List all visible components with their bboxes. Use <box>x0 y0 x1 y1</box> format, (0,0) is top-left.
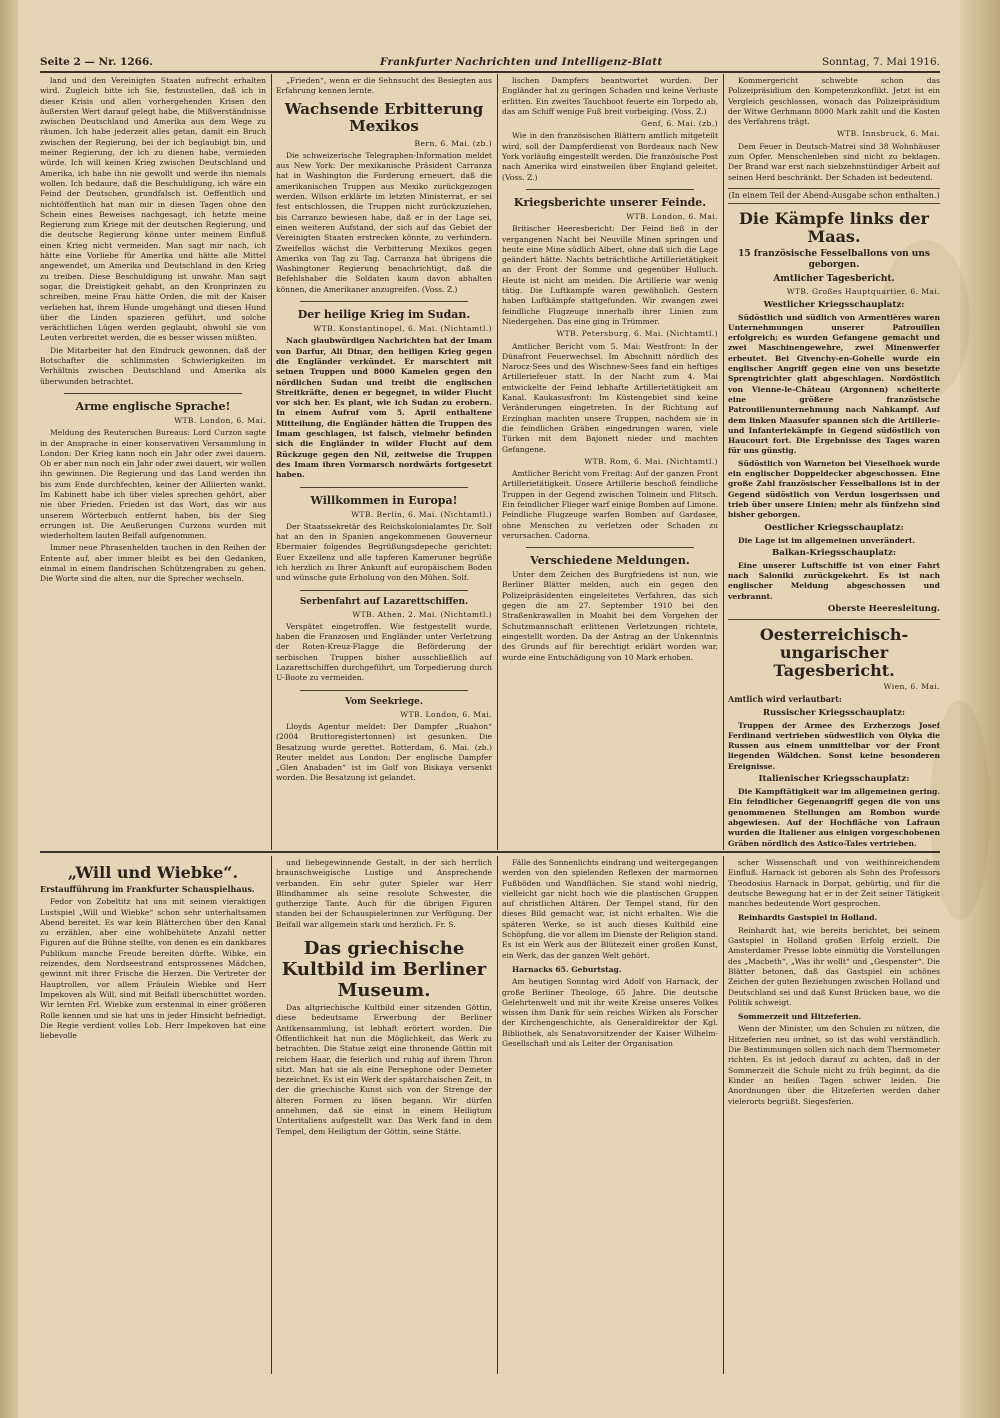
headline-europa: Willkommen in Europa! <box>310 493 458 507</box>
headline-sommerzeit: Sommerzeit und Hitzeferien. <box>738 1012 862 1022</box>
article-text: Der Staatssekretär des Reichskolonialamtes Dr. Solf hat an den in Spanien angekommenen Gouverneur Ebermaier folgendes Begrüßungsdepeche gerichtet: Euer Exzellenz und alle tapferen Kameruner begrüße ich herzlich zu Ihrer Ankunft auf europäischem Boden und wünsche gute Erholung von den Mühen. Solf. <box>276 521 492 583</box>
headline-amtlicher-tagesbericht: Amtlicher Tagesbericht. <box>773 274 895 285</box>
column-rule <box>723 74 724 850</box>
column-rule <box>497 856 498 1374</box>
article-text: Unter dem Zeichen des Burgfriedens ist nun, wie Berliner Blätter melden, auch ein gegen den Polizeipräsidenten eingeleitetes Verfahren, das sich gegen die am 27. September 1910 bei den Straßenkrawallen in Moabit bei dem Vorgehen der Schutzmannschaft erlittenen Verletzungen richtete, eingestellt worden. Da der Antrag an der Unkenntnis des Grunds auf für berechtigt erklärt worden war, wurde eine Entschädigung von 10 Mark erhoben. <box>502 570 718 662</box>
page-edge-left <box>0 0 18 1418</box>
article-text: land und den Vereinigten Staaten aufrecht erhalten wird. Zugleich bitte ich Sie, festzustellen, daß ich in dieser Krisis und allen vorhergehenden Krisen den äußersten Wert darauf gelegt habe, die Mißverständnisse zwischen Deutschland und Amerika aus dem Wege zu räumen. Ich habe jederzeit alles getan, damit ein Bruch zwischen der Regierung, bei der ich beglaubigt bin, und meiner Regierung, der ich zu dienen habe, vermieden würde. Ich will keinen Krieg zwischen Deutschland und Amerika, ich habe ihn nie gewollt und werde ihn niemals wollen. Ich bedaure, daß die Beschuldigung, ich wäre ein Feind der Deutschen, grundfalsch ist. Oeffentlich und nichtöffentlich hat man mir in diesen Tagen ohne den Schein eines Beweises nachgesagt, ich hetzte meine Regierung zum Kriege mit der deutschen Regierung, und die deutsche Regierung könne unter meinem Einfluß einen Krieg nicht vermeiden. Man sagt mir nach, ich hätte eine Vorliebe für Amerika und hätte alle Mittel angewendet, um Amerika und Deutschland in den Krieg zu treiben. Diese Beschuldigung ist unwahr. Man sagt sogar, die Dreistigkeit gehabt, an den Kronprinzen zu schreiben, meine Frau hätte Orden, die mit der Kaiser verliehen hat, ihrem Hunde umgehängt und diesen Hund über die Linden spazieren geführt, und solche verächtlichen Lügen werden geglaubt, obwohl sie von Leuten verbreitet werden, die es besser wissen müßten. <box>40 76 266 343</box>
feuilleton-rule <box>40 851 940 853</box>
headline-reinhardt: Reinhardts Gastspiel in Holland. <box>738 913 878 923</box>
masthead <box>40 54 940 72</box>
article-text: Immer neue Phrasenhelden tauchen in den Reihen der Entente auf, aber immer bleibt es bei den Gedanken, einmal in einem flandrischen Schützengraben zu gehen. Die Worte sind die alten, nur die Sprecher wechseln. <box>40 543 266 584</box>
article-text: Nach glaubwürdigen Nachrichten hat der Imam von Darfur, Ali Dinar, den heiligen Krieg gegen die Engländer verkündet. Er marschiert mit seinen Truppen und 8000 Kamelen gegen den nördlichen Sudan und treibt die englischen Streitkräfte, denen er begegnet, in wilder Flucht vor sich her. Es plant, wie ich Sudan zu erobern. In einem Aufruf vom 5. April enthaltene Mitteilung, die Engländer hätten die Truppen des Imam geschlagen, ist falsch, vielmehr befinden sich die Engländer in wilder Flucht auf dem Rückzuge gegen den Nil, zeitweise die Truppen des Imam ihren Vormarsch nordwärts fortgesetzt haben. <box>276 336 492 480</box>
column-rule <box>497 74 498 850</box>
feuilleton-column-1 <box>40 858 266 1372</box>
article-text: Wenn der Minister, um den Schulen zu nützen, die Hitzeferien neu ordnet, so ist das wohl verständlich. Die Bestimmungen sollen sich nach dem Thermometer richten. Es ist jedoch darauf zu achten, daß in der Sommerzeit die Schule nicht zu früh beginnt, da die Kinder an heißen Tagen schwer leiden. Die Anordnungen über die Hitzeferien werden daher vielerorts begrüßt. Siegesferien. <box>728 1024 940 1106</box>
dateline: WTB. Berlin, 6. Mai. (Nichtamtl.) <box>351 509 492 519</box>
edition-note: (In einem Teil der Abend-Ausgabe schon enthalten.) <box>728 188 940 204</box>
article-text: Die schweizerische Telegraphen-Information meldet aus New York: Der mexikanische Präsident Carranza hat in Washington die Forderung erneuert, daß die amerikanischen Truppen aus Mexiko zurückgezogen werden. Wilson erklärte im letzten Ministerrat, er sei fest entschlossen, die Truppen nicht zurückzuziehen, bis Carranzo bewiesen habe, daß er in der Lage sei, einen weiteren Aufstand, der sich auf das Gebiet der Vereinigten Staaten erstrecken könnte, zu verhindern. Zweifellos wächst die Verbitterung Mexikos gegen Amerika von Tag zu Tag. Carranza hat übrigens die Washingtoner Regierung benachrichtigt, daß die Befehlshaber die Soldaten kaum davon abhalten können, die Amerikaner anzugreifen. (Voss. Z.) <box>276 150 492 294</box>
article-text: Die Lage ist im allgemeinen unverändert. <box>738 535 915 545</box>
article-text: Die Mitarbeiter hat den Eindruck gewonnen, daß der Botschafter die schlimmsten Schwierigkeiten im Verhältnis zwischen Deutschland und Amerika als überwunden betrachtet. <box>40 345 266 386</box>
article-text: Kommergericht schwebte schon das Polizeipräsidium den Kompetenzkonflikt. Jetzt ist ein Vergleich geschlossen, wonach das Polizeipräsidium der Witwe Gerhmann 8000 Mark zahlt und die Kosten des Verfahrens trägt. <box>728 76 940 127</box>
subheadline-amtlich: Amtlich wird verlautbart: <box>728 694 842 705</box>
feuilleton-column-3 <box>502 858 718 1372</box>
dateline: WTB. Petersburg, 6. Mai. (Nichtamtl.) <box>556 329 718 339</box>
article-separator <box>526 547 694 548</box>
section-balkan: Balkan-Kriegsschauplatz: <box>771 547 896 558</box>
page-number: Seite 2 — Nr. 1266. <box>40 56 153 68</box>
headline-seekrieg: Vom Seekriege. <box>344 696 424 707</box>
issue-date: Sonntag, 7. Mai 1916. <box>821 56 940 68</box>
column-rule <box>271 74 272 850</box>
headline-maas: Die Kämpfe links der Maas. <box>739 209 929 247</box>
article-text: Verspätet eingetroffen. Wie festgestellt wurde, haben die Franzosen und Engländer unter Verletzung der Roten-Kreuz-Flagge die Beförderung der serbischen Truppen bisher ausschließlich auf Lazarettschiffen durchgeführt, um Torpedierung durch U-Boote zu vermeiden. <box>276 621 492 683</box>
dateline: Wien, 6. Mai. <box>883 681 940 691</box>
dateline: WTB. London, 6. Mai. <box>400 709 492 719</box>
article-separator <box>300 301 468 302</box>
dateline: WTB. Rom, 6. Mai. (Nichtamtl.) <box>584 456 718 466</box>
section-oestlicher: Oestlicher Kriegsschauplatz: <box>764 522 904 533</box>
article-text: Fälle des Sonnenlichts eindrang und weitergegangen werden von den spielenden Reflexen der marmornen Fußböden und Wandflächen. Sie stand wohl niedrig, vielleicht gar nicht hoch wie die plastischen Gruppen auf christlichen Altären. Der Tempel stand, für den dieses Bild gemacht war, ist nicht erhalten. Wie die späteren Werke, so ist auch dieses Kultbild eine Schöpfung, die vor allem im Dienste der Religion stand. Es ist ein Werk aus der Blütezeit einer großen Kunst, ein Werk, das der ganzen Welt gehört. <box>502 858 718 960</box>
article-text: und liebegewinnende Gestalt, in der sich herrlich braunschweigische Lustige und Ansprechende verbanden. Ein sehr guter Spieler war Herr Blindhammer als seine resolute Schwester, die gutherzige Tante. Auch für die übrigen Figuren standen bei der Schauspielerinnen zur Verfügung. Der Beifall war allgemein stark und herzlich. Fr. S. <box>276 858 492 929</box>
dateline: WTB. London, 6. Mai. <box>626 211 718 221</box>
subheadline-fesselballons: 15 französische Fesselballons von uns geborgen. <box>738 249 930 271</box>
column-rule <box>723 856 724 1374</box>
article-text: Amtlicher Bericht vom 5. Mai: Westfront: In der Dünafront Feuerwechsel. Im Abschnitt nördlich des Narocz-Sees und des Wischnew-Sees fand ein heftiges Artilleriefeuer statt. In der Nacht zum 4. Mai entwickelte der Feind lebhafte Artillerietätigkeit am Kanal. Kaukasusfront: Im Küstengebiet sind keine Veränderungen eingetreten. In der Richtung auf Erzinghan machten unsere Truppen, nachdem sie in die feindlichen Gräben eingedrungen waren, viele Türken mit dem Bajonett nieder und machten Gefangene. <box>502 341 718 454</box>
dateline: WTB. Konstantinopel, 6. Mai. (Nichtamtl.) <box>313 324 492 334</box>
article-text: Wie in den französischen Blättern amtlich mitgeteilt wird, soll der Dampferdienst von Bordeaux nach New York vorläufig eingestellt werden. Die französische Post nach Amerika wird einstweilen über England geleitet. (Voss. Z.) <box>502 131 718 182</box>
section-westlicher: Westlicher Kriegsschauplatz: <box>763 299 905 310</box>
feuilleton-column-4 <box>728 858 940 1372</box>
masthead-rule <box>40 71 940 73</box>
article-text: Dem Feuer in Deutsch-Matrei sind 38 Wohnhäuser zum Opfer. Menschenleben sind nicht zu beklagen. Der Brand war erst nach siebzehnstündiger Arbeit auf seinen Herd beschränkt. Der Schaden ist bedeutend. <box>728 141 940 182</box>
article-text: Lloyds Agentur meldet: Der Dampfer „Ruahon“ (2004 Bruttoregistertonnen) ist gesunken. Die Besatzung wurde gerettet. Rotterdam, 6. Mai. (zb.) Reuter meldet aus London: Der englische Dampfer „Glen Anabaden“ ist im Golf von Biskaya versenkt worden. Die Besatzung ist gelandet. <box>276 721 492 783</box>
article-text: Südöstlich von Warneton bei Vieselhoek wurde ein englischer Doppeldecker abgeschossen. Eine große Zahl französischer Fesselballons ist in der Gegend südöstlich von Verdun losgerissen und trieb über unsere Linien; mehr als fünfzehn sind bisher geborgen. <box>728 458 940 520</box>
article-separator <box>300 690 468 691</box>
column-1 <box>40 76 266 848</box>
headline-sudan: Der heilige Krieg im Sudan. <box>297 308 471 322</box>
article-text: lischen Dampfers beantwortet wurden. Der Engländer hat zu geringen Schaden und keine Verluste erlitten. Ein zweites Tauchboot feuerte ein Torpedo ab, das am Schiff wenige Fuß breit vorbeiging. (Voss. Z.) <box>502 76 718 116</box>
headline-oesterreich: Oesterreichisch-ungarischer Tagesbericht. <box>759 624 909 680</box>
feuilleton-column-2 <box>276 858 492 1372</box>
column-3 <box>502 76 718 848</box>
article-separator <box>300 590 468 591</box>
article-text: Meldung des Reuterschen Bureaus: Lord Curzon sagte in der Ansprache in einer konservativen Versammlung in London: Der Krieg kann noch ein Jahr oder zwei dauern. Ob er aber nun noch ein Jahr oder zwei dauert, wir wollen ihn gewinnen. Die Regierung und das Land werden ihn bis zum Ende durchfechten, keiner der Alliierten wankt. Im Kabinett habe ich über vieles sprechen gehört, aber nie über Frieden. Frieden ist das Wort, das wir aus unserem Wörterbuch entfernt haben, bis der Sieg errungen ist. Die Aeußerungen Curzons wurden mit wiederholtem lauten Beifall aufgenommen. <box>40 428 266 541</box>
article-text: Die Kampftätigkeit war im allgemeinen gering. Ein feindlicher Gegenangriff gegen die von uns genommenen Stellungen am Rombon wurde abgewiesen. Auf der Hochfläche von Lafraun wurden die Italiener aus einigen vorgeschobenen Gräben nördlich des Astico-Tales vertrieben. <box>728 787 940 848</box>
article-text: Am heutigen Sonntag wird Adolf von Harnack, der große Berliner Theologe, 65 Jahre. Die deutsche Gelehrtenwelt und mit ihr weite Kreise unseres Volkes wissen ihm Dank für sein reiches Wirken als Forscher der Kirchengeschichte, als Generaldirektor der Kgl. Bibliothek, als Senatsvorsitzender der Kaiser Wilhelm-Gesellschaft und als Leiter der Organisation <box>502 977 718 1049</box>
article-separator <box>526 189 694 190</box>
article-text: Südöstlich und südlich von Armentières waren Unternehmungen unserer Patrouillen erfolgreich; es wurden Gefangene gemacht und zwei Maschinengewehre, zwei Minenwerfer erbeutet. Bei Givenchy-en-Gohelle wurde ein englischer Angriff gegen eine von uns besetzte Sprengtrichter glatt abgeschlagen. Nordöstlich von Vienne-le-Château (Argonnen) scheiterte eine größere französische Patrouillenunternehmung nach Nahkampf. Auf dem linken Maasufer spannen sich die Artillerie- und Infanteriekämpfe in Gegend südöstlich von Haucourt fort. Die Ergebnisse des Tages waren für uns günstig. <box>728 312 940 456</box>
dateline: Genf, 6. Mai. (zb.) <box>641 119 718 129</box>
dateline: WTB. London, 6. Mai. <box>174 415 266 425</box>
newspaper-title: Frankfurter Nachrichten und Intelligenz-Blatt <box>380 56 663 68</box>
dateline: WTB. Großes Hauptquartier, 6. Mai. <box>786 287 940 297</box>
article-text: Truppen der Armee des Erzherzogs Josef Ferdinand vertrieben südwestlich von Olyka die Russen aus einem unmittelbar vor der Front liegenden Wäldchen. Sonst keine besonderen Ereignisse. <box>728 720 940 771</box>
article-text: Reinhardt hat, wie bereits berichtet, bei seinem Gastspiel in Holland großen Erfolg erzielt. Die Amsterdamer Presse lobte einmütig die Vorstellungen des „Macbeth“, „Was ihr wollt“ und „Gespenster“. Die Blätter betonen, daß das Gastspiel ein schönes Zeichen der guten Beziehungen zwischen Holland und Deutschland sei und daß Kunst Brücken baue, wo die Politik schweigt. <box>728 925 940 1007</box>
dateline: WTB. Athen, 2. Mai. (Nichtamtl.) <box>352 609 492 619</box>
signature: Oberste Heeresleitung. <box>827 603 940 614</box>
article-text: „Frieden“, wenn er die Sehnsucht des Besiegten aus Erfahrung kennen lernte. <box>276 76 492 96</box>
article-text: Fedor von Zobeltitz hat uns mit seinem vieraktigen Lustspiel „Will und Wiebke“ schon sehr unterhaltsamen Abend bereitet. Es war kein Blätterchen über den Kanal zu erzählen, aber eine wohlbehütete Anzahl netter Figuren auf die Bühne stellte, von denen es ein dankbares Publikum manche Freude bereiten dürfte. Wibke, ein reizendes, dem Nordseestrand entsprossenes Mädchen, gewinnt mit ihrer Frische die Herzen. Die Vertreter der Hauptrollen, vor allem Fräulein Wiebke und Herr Impekoven als Will, sind mit Beifall überschüttet worden. Wir lernten Frl. Wiebke zum erstenmal in einer größeren Rolle kennen und sie hat uns in jeder Hinsicht befriedigt. Die Regie verdient volles Lob. Herr Impekoven hat eine liebevolle <box>40 897 266 1041</box>
column-4 <box>728 76 940 848</box>
headline-harnack: Harnacks 65. Geburtstag. <box>512 964 622 974</box>
column-rule <box>271 856 272 1374</box>
divider <box>728 619 940 620</box>
article-text: Amtlicher Bericht vom Freitag: Auf der ganzen Front Artillerietätigkeit. Unsere Artillerie beschoß feindliche Truppen in der Gegend zwischen Tolmein und Flitsch. Ein feindlicher Flieger warf einige Bomben auf Limone. Feindliche Flugzeuge warfen Bomben auf Gardasee, ohne Menschen zu verletzen oder Schaden zu verursachen. Cadorna. <box>502 469 718 540</box>
dateline: WTB. Innsbruck, 6. Mai. <box>836 129 940 139</box>
section-italienisch: Italienischer Kriegsschauplatz: <box>758 774 910 785</box>
headline-kultbild: Das griechische Kultbild im Berliner Museum. <box>281 938 487 1002</box>
article-text: Britischer Heeresbericht: Der Feind ließ in der vergangenen Nacht bei Neuville Minen springen und heute eine Mine südlich Albert, ohne daß sich die Lage geändert hätte. Nachts beträchtliche Artillerietätigkeit an der Front der Somme und gegenüber Hulluch. Heute ist nicht am meiden. Die Artillerie war wenig tätig. Die Luftkampfe waren gewöhnlich. Gestern haben Luftkämpfe stattgefunden. Wir zwangen zwei feindliche Flugzeuge innerhalb ihrer Linien zum Niedergehen. Das eine ging in Trümmer. <box>502 224 718 326</box>
section-russisch: Russischer Kriegsschauplatz: <box>762 707 906 718</box>
headline-kriegsberichte: Kriegsberichte unserer Feinde. <box>513 195 707 209</box>
article-separator <box>64 393 242 394</box>
headline-arme-sprache: Arme englische Sprache! <box>75 399 231 413</box>
subheadline-erstauffuehrung: Erstaufführung im Frankfurter Schauspielhaus. <box>40 884 255 894</box>
column-2 <box>276 76 492 848</box>
headline-serbenfahrt: Serbenfahrt auf Lazarettschiffen. <box>299 596 469 607</box>
article-text: scher Wissenschaft und von weithinreichendem Einfluß. Harnack ist geboren als Sohn des Professors Theodosius Harnack in Dorpat, gebürtig, und für die deutsche Bewegung hat er in der Zeit seiner Tätigkeit manches bedeutende Wort gesprochen. <box>728 858 940 909</box>
article-text: Eine unserer Luftschiffe ist von einer Fahrt nach Saloniki zurückgekehrt. Es ist nach englischer Meldung abgeschossen und verbrannt. <box>728 560 940 601</box>
article-separator <box>300 487 468 488</box>
headline-verschiedene: Verschiedene Meldungen. <box>530 554 690 568</box>
headline-will-wiebke: „Will und Wiebke“. <box>67 863 239 882</box>
article-text: Das altgriechische Kultbild einer sitzenden Göttin, diese bedeutsame Erwerbung der Berliner Antikensammlung, ist lebhaft erörtert worden. Die Öffentlichkeit hat nun die Möglichkeit, das Werk zu betrachten. Die Statue zeigt eine thronende Göttin mit reichem Haar, die feierlich und ruhig auf ihrem Thron sitzt. Man hat sie als eine Persephone oder Demeter bezeichnet. Es ist ein Werk der spätarchaischen Zeit, in der die griechische Kunst sich von der Strenge der älteren Formen zu lösen begann. Wir dürfen annehmen, daß sie einst in einem Heiligtum Unteritaliens aufgestellt war. Das Werk fand in dem Tempel, dem Heiligtum der Göttin, seine Stätte. <box>276 1003 492 1136</box>
dateline: Bern, 6. Mai. (zb.) <box>414 138 492 148</box>
headline-mexiko: Wachsende Erbitterung Mexikos <box>284 99 484 135</box>
